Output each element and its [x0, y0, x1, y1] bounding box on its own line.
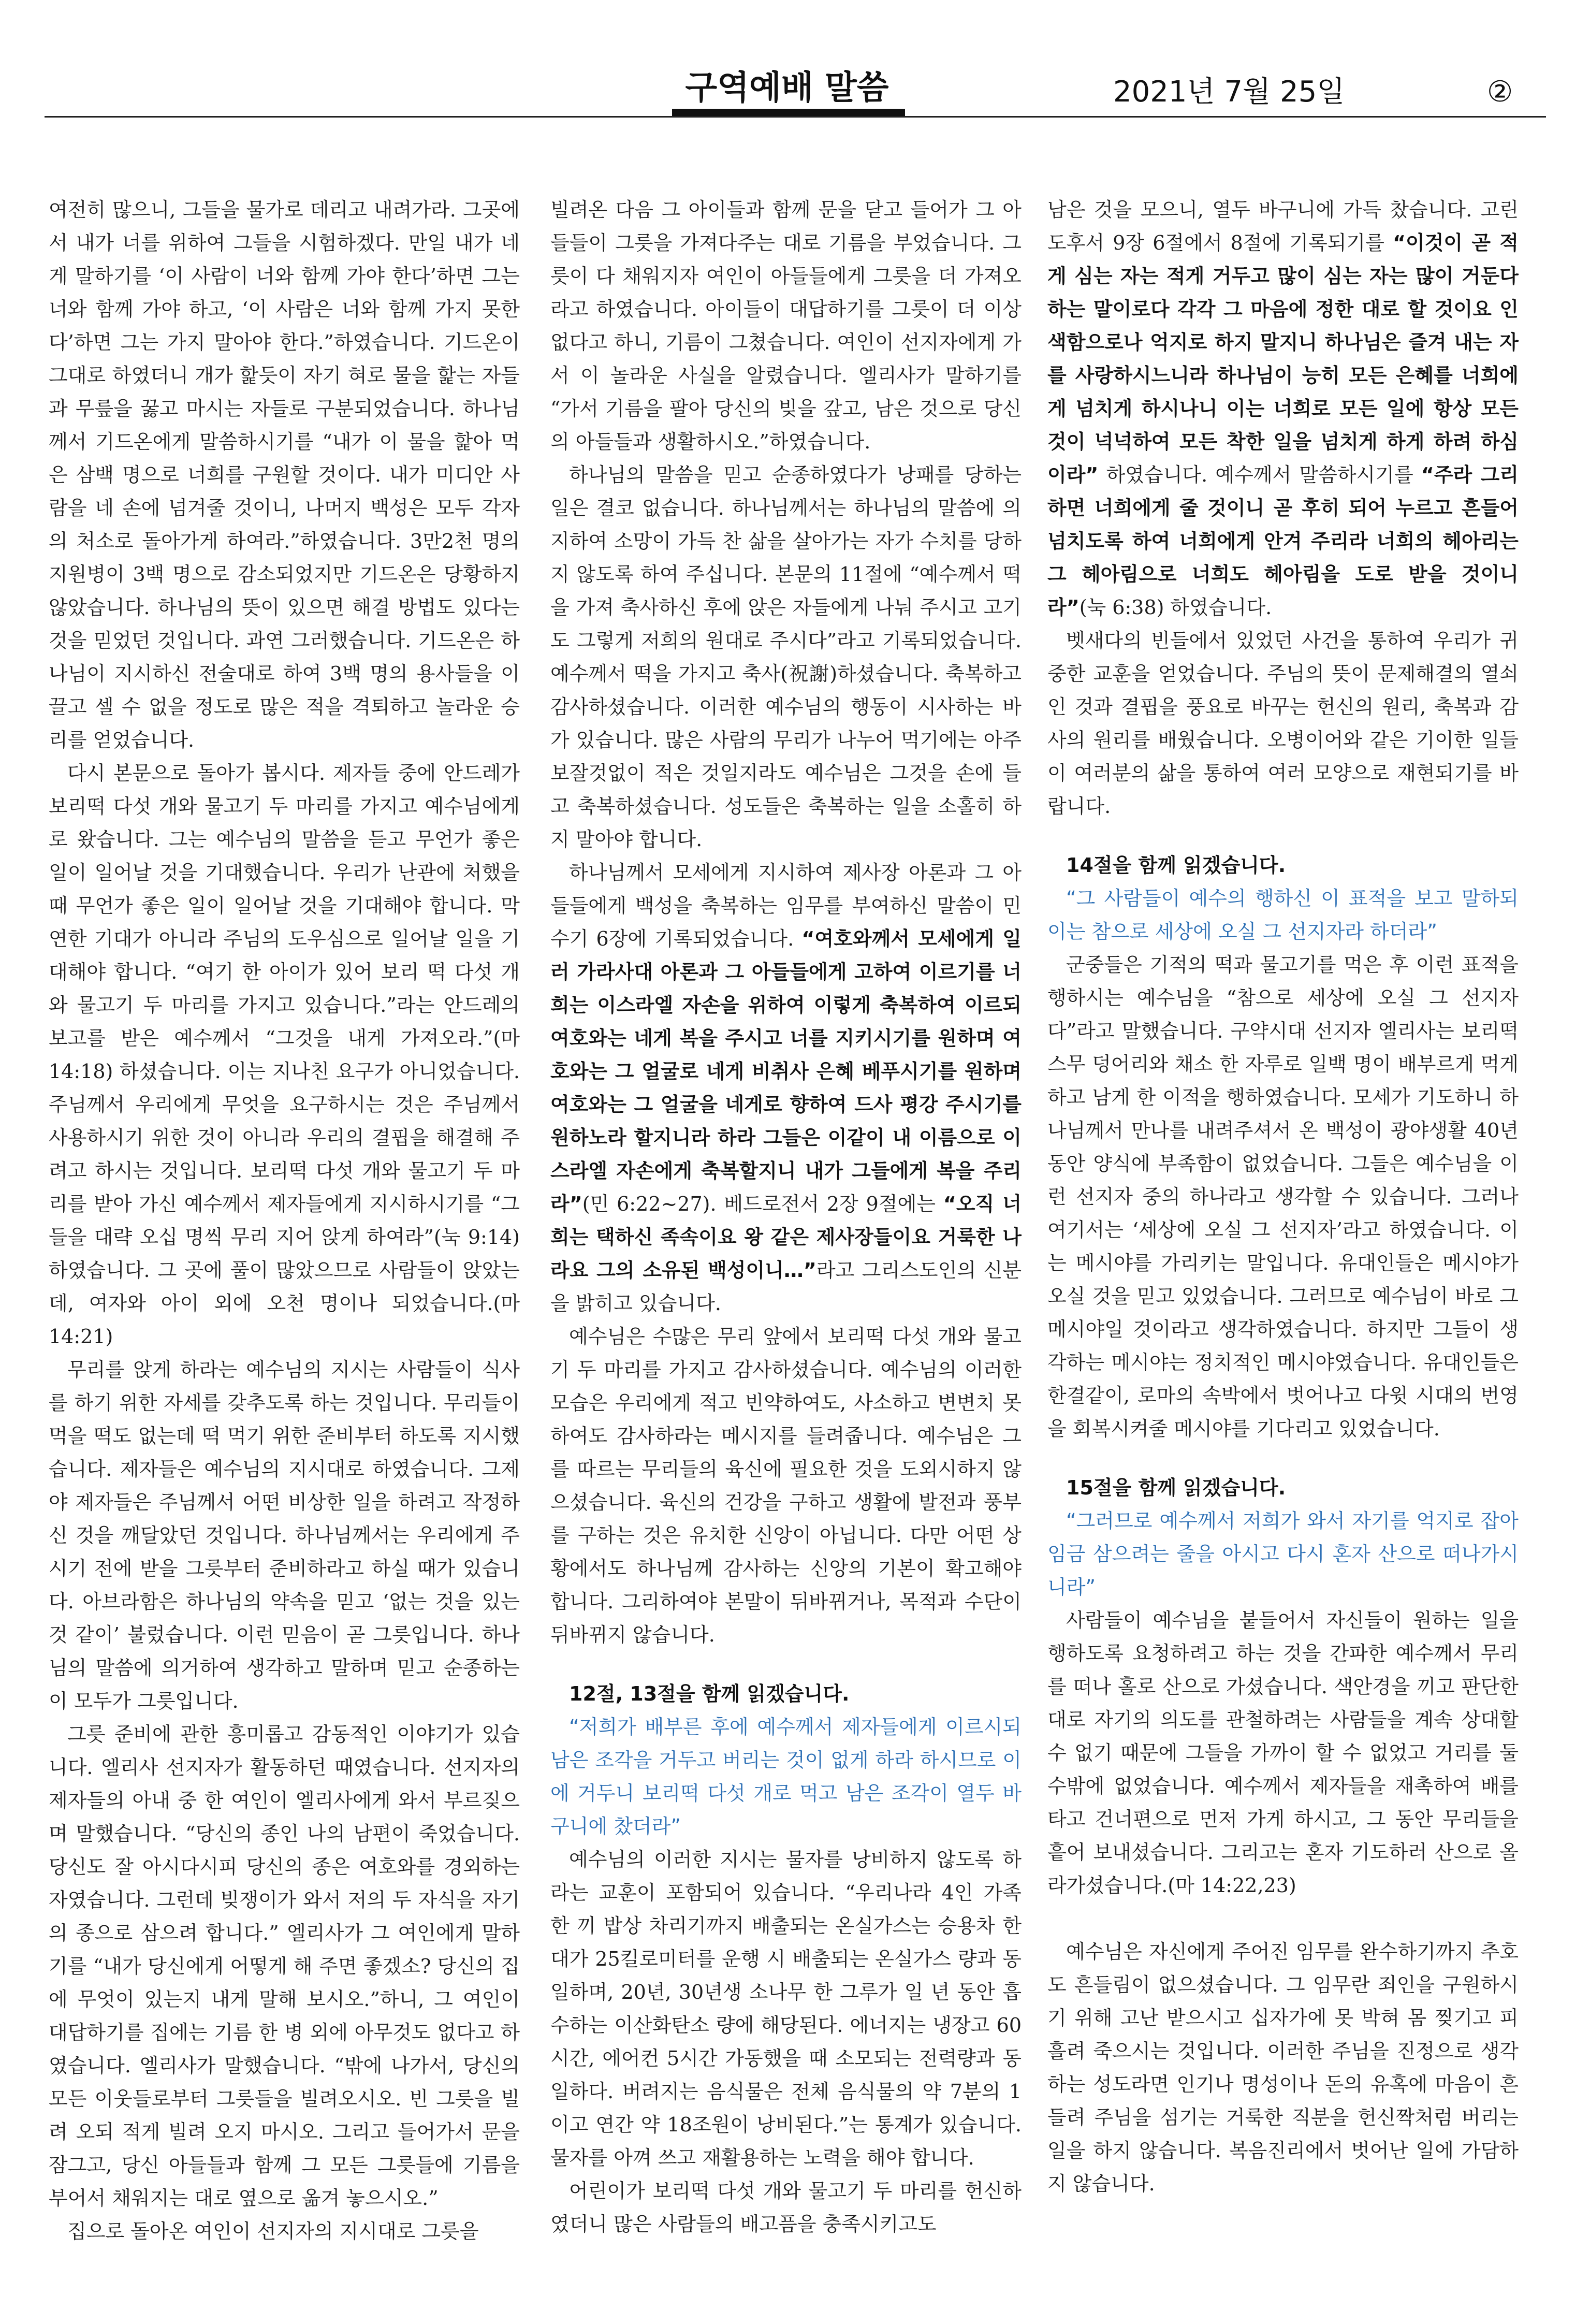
body-paragraph: 다시 본문으로 돌아가 봅시다. 제자들 중에 안드레가 보리떡 다섯 개와 물고기 두 마리를 가지고 예수님에게로 왔습니다. 그는 예수님의 말씀을 듣고 무언가 좋은 일이 일어날 것을 기대했습니다. 우리가 난관에 처했을 때 무언가 좋은 일이 일어날 것을 기대해야 합니다. 막연한 기대가 아니라 주님의 도우심으로 일어날 일을 기대해야 합니다. “여기 한 아이가 있어 보리 떡 다섯 개와 물고기 두 마리를 가지고 있습니다.”라는 안드레의 보고를 받은 예수께서 “그것을 내게 가져오라.”(마 14:18) 하셨습니다. 이는 지나친 요구가 아니었습니다. 주님께서 우리에게 무엇을 요구하시는 것은 주님께서 사용하시기 위한 것이 아니라 우리의 결핍을 해결해 주려고 하시는 것입니다. 보리떡 다섯 개와 물고기 두 마리를 받아 가신 예수께서 제자들에게 지시하시기를 “그들을 대략 오십 명씩 무리 지어 앉게 하여라”(눅 9:14) 하였습니다. 그 곳에 풀이 많았으므로 사람들이 앉았는데, 여자와 아이 외에 오천 명이나 되었습니다.(마 14:21): [49, 762, 520, 1348]
scripture-quote: “그 사람들이 예수의 행하신 이 표적을 보고 말하되 이는 참으로 세상에 오실 그 선지자라 하더라”: [1047, 887, 1519, 943]
page-header: [0, 0, 1590, 124]
body-paragraph: 어린이가 보리떡 다섯 개와 물고기 두 마리를 헌신하였더니 많은 사람들의 배고픔을 충족시키고도: [550, 2180, 1022, 2235]
body-text: (민 6:22~27). 베드로전서 2장 9절에는: [582, 1193, 943, 1215]
section-heading: 14절을 함께 읽겠습니다.: [1066, 854, 1286, 877]
bold-scripture-text: “주라 그리하면 너희에게 줄 것이니 곧 후히 되어 누르고 흔들어 넘치도록 하여 너희에게 안겨 주리라 너희의 헤아리는 그 헤아림으로 너희도 헤아림을 도로 받을 것이니라”: [1047, 463, 1519, 619]
body-text: 남은 것을 모으니, 열두 바구니에 가득 찼습니다. 고린도후서 9장 6절에서 8절에 기록되기를: [1047, 198, 1519, 254]
text-column-2: [550, 193, 1022, 2241]
body-paragraph: [1047, 193, 1519, 624]
body-paragraph: [550, 856, 1022, 1320]
section-title: 구역예배 말씀: [685, 69, 889, 107]
body-paragraph: 여전히 많으니, 그들을 물가로 데리고 내려가라. 그곳에서 내가 너를 위하여 그들을 시험하겠다. 만일 내가 네게 말하기를 ‘이 사람이 너와 함께 가야 한다’하면 그는 너와 함께 가야 하고, ‘이 사람은 너와 함께 가지 못한다’하면 그는 가지 말아야 한다.”하였습니다. 기드온이 그대로 하였더니 개가 핥듯이 자기 혀로 물을 핥는 자들과 무릎을 꿇고 마시는 자들로 구분되었습니다. 하나님께서 기드온에게 말씀하시기를 “내가 이 물을 핥아 먹은 삼백 명으로 너희를 구원할 것이다. 내가 미디안 사람을 네 손에 넘겨줄 것이니, 나머지 백성은 모두 각자의 처소로 돌아가게 하여라.”하였습니다. 3만2천 명의 지원병이 3백 명으로 감소되었지만 기드온은 당황하지 않았습니다. 하나님의 뜻이 있으면 해결 방법도 있다는 것을 믿었던 것입니다. 과연 그러했습니다. 기드온은 하나님이 지시하신 전술대로 하여 3백 명의 용사들을 이끌고 셀 수 없을 정도로 많은 적을 격퇴하고 놀라운 승리를 얻었습니다.: [49, 198, 520, 751]
section-heading: 15절을 함께 읽겠습니다.: [1066, 1476, 1286, 1499]
body-paragraph: 그릇 준비에 관한 흥미롭고 감동적인 이야기가 있습니다. 엘리사 선지자가 활동하던 때였습니다. 선지자의 제자들의 아내 중 한 여인이 엘리사에게 와서 부르짖으며 말했습니다. “당신의 종인 나의 남편이 죽었습니다. 당신도 잘 아시다시피 당신의 종은 여호와를 경외하는 자였습니다. 그런데 빚쟁이가 와서 저의 두 자식을 자기의 종으로 삼으려 합니다.” 엘리사가 그 여인에게 말하기를 “내가 당신에게 어떻게 해 주면 좋겠소? 당신의 집에 무엇이 있는지 내게 말해 보시오.”하니, 그 여인이 대답하기를 집에는 기름 한 병 외에 아무것도 없다고 하였습니다. 엘리사가 말했습니다. “밖에 나가서, 당신의 모든 이웃들로부터 그릇들을 빌려오시오. 빈 그릇을 빌려 오되 적게 빌려 오지 마시오. 그리고 들어가서 문을 잠그고, 당신 아들들과 함께 그 모든 그릇들에 기름을 부어서 채워지는 대로 옆으로 옮겨 놓으시오.”: [49, 1723, 520, 2210]
section-heading: 12절, 13절을 함께 읽겠습니다.: [569, 1682, 850, 1705]
body-text: (눅 6:38) 하였습니다.: [1079, 596, 1272, 619]
body-paragraph: 군중들은 기적의 떡과 물고기를 먹은 후 이런 표적을 행하시는 예수님을 “참으로 세상에 오실 그 선지자다”라고 말했습니다. 구약시대 선지자 엘리사는 보리떡 스무 덩어리와 채소 한 자루로 일백 명이 배부르게 먹게 하고 남게 한 이적을 행하였습니다. 모세가 기도하니 하나님께서 만나를 내려주셔서 온 백성이 광야생활 40년 동안 양식에 부족함이 없었습니다. 그들은 예수님을 이런 선지자 중의 하나라고 생각할 수 있습니다. 그러나 여기서는 ‘세상에 오실 그 선지자’라고 하였습니다. 이는 메시야를 가리키는 말입니다. 유대인들은 메시야가 오실 것을 믿고 있었습니다. 그러므로 예수님이 바로 그 메시야일 것이라고 생각하였습니다. 하지만 그들이 생각하는 메시야는 정치적인 메시야였습니다. 유대인들은 한결같이, 로마의 속박에서 벗어나고 다윗 시대의 번영을 회복시켜줄 메시야를 기다리고 있었습니다.: [1047, 953, 1519, 1440]
body-paragraph: 벳새다의 빈들에서 있었던 사건을 통하여 우리가 귀중한 교훈을 얻었습니다. 주님의 뜻이 문제해결의 열쇠인 것과 결핍을 풍요로 바꾸는 헌신의 원리, 축복과 감사의 원리를 배웠습니다. 오병이어와 같은 기이한 일들이 여러분의 삶을 통하여 여러 모양으로 재현되기를 바랍니다.: [1047, 629, 1519, 818]
scripture-quote: “저희가 배부른 후에 예수께서 제자들에게 이르시되 남은 조각을 거두고 버리는 것이 없게 하라 하시므로 이에 거두니 보리떡 다섯 개로 먹고 남은 조각이 열두 바구니에 찼더라”: [550, 1716, 1022, 1838]
body-paragraph: 하나님의 말씀을 믿고 순종하였다가 낭패를 당하는 일은 결코 없습니다. 하나님께서는 하나님의 말씀에 의지하여 소망이 가득 찬 삶을 살아가는 자가 수치를 당하지 않도록 하여 주십니다. 본문의 11절에 “예수께서 떡을 가져 축사하신 후에 앉은 자들에게 나눠 주시고 고기도 그렇게 저희의 원대로 주시다”라고 기록되었습니다. 예수께서 떡을 가지고 축사(祝謝)하셨습니다. 축복하고 감사하셨습니다. 이러한 예수님의 행동이 시사하는 바가 있습니다. 많은 사람의 무리가 나누어 먹기에는 아주 보잘것없이 적은 것일지라도 예수님은 그것을 손에 들고 축복하셨습니다. 성도들은 축복하는 일을 소홀히 하지 말아야 합니다.: [550, 463, 1022, 851]
body-paragraph: 예수님의 이러한 지시는 물자를 낭비하지 않도록 하라는 교훈이 포함되어 있습니다. “우리나라 4인 가족 한 끼 밥상 차리기까지 배출되는 온실가스는 승용차 한대가 25킬로미터를 운행 시 배출되는 온실가스 량과 동일하며, 20년, 30년생 소나무 한 그루가 일 년 동안 흡수하는 이산화탄소 량에 해당된다. 에너지는 냉장고 60시간, 에어컨 5시간 가동했을 때 소모되는 전력량과 동일하다. 버려지는 음식물은 전체 음식물의 약 7분의 1이고 연간 약 18조원이 낭비된다.”는 통계가 있습니다. 물자를 아껴 쓰고 재활용하는 노력을 해야 합니다.: [550, 1848, 1022, 2169]
text-column-1: [49, 193, 520, 2248]
body-text: 하나님께서 모세에게 지시하여 제사장 아론과 그 아들들에게 백성을 축복하는 임무를 부여하신 말씀이 민수기 6장에 기록되었습니다.: [550, 861, 1022, 950]
body-paragraph: 무리를 앉게 하라는 예수님의 지시는 사람들이 식사를 하기 위한 자세를 갖추도록 하는 것입니다. 무리들이 먹을 떡도 없는데 떡 먹기 위한 준비부터 하도록 지시했습니다. 제자들은 예수님의 지시대로 하였습니다. 그제야 제자들은 주님께서 어떤 비상한 일을 하려고 작정하신 것을 깨달았던 것입니다. 하나님께서는 우리에게 주시기 전에 받을 그릇부터 준비하라고 하실 때가 있습니다. 아브라함은 하나님의 약속을 믿고 ‘없는 것을 있는 것 같이’ 불렀습니다. 이런 믿음이 곧 그릇입니다. 하나님의 말씀에 의거하여 생각하고 말하며 믿고 순종하는 이 모두가 그릇입니다.: [49, 1358, 520, 1712]
issue-date: 2021년 7월 25일: [1113, 75, 1345, 109]
body-paragraph: 집으로 돌아온 여인이 선지자의 지시대로 그릇을: [67, 2220, 479, 2243]
body-paragraph: 빌려온 다음 그 아이들과 함께 문을 닫고 들어가 그 아들들이 그릇을 가져다주는 대로 기름을 부었습니다. 그릇이 다 채워지자 여인이 아들들에게 그릇을 더 가져오라고 하였습니다. 아이들이 대답하기를 그릇이 더 이상 없다고 하니, 기름이 그쳤습니다. 여인이 선지자에게 가서 이 놀라운 사실을 알렸습니다. 엘리사가 말하기를 “가서 기름을 팔아 당신의 빚을 갚고, 남은 것으로 당신의 아들들과 생활하시오.”하였습니다.: [550, 198, 1022, 453]
body-text: 하였습니다. 예수께서 말씀하시기를: [1098, 463, 1421, 486]
scripture-quote: “그러므로 예수께서 저희가 와서 자기를 억지로 잡아 임금 삼으려는 줄을 아시고 다시 혼자 산으로 떠나가시니라”: [1047, 1509, 1519, 1599]
bold-scripture-text: “이것이 곧 적게 심는 자는 적게 거두고 많이 심는 자는 많이 거둔다 하는 말이로다 각각 그 마음에 정한 대로 할 것이요 인색함으로나 억지로 하지 말지니 하나님은 즐겨 내는 자를 사랑하시느니라 하나님이 능히 모든 은혜를 너희에게 넘치게 하시나니 이는 너희로 모든 일에 항상 모든 것이 넉넉하여 모든 착한 일을 넘치게 하게 하려 하심이라”: [1047, 231, 1519, 486]
page-number: ②: [1487, 75, 1513, 109]
body-paragraph: 사람들이 예수님을 붙들어서 자신들이 원하는 일을 행하도록 요청하려고 하는 것을 간파한 예수께서 무리를 떠나 홀로 산으로 가셨습니다. 색안경을 끼고 판단한 대로 자기의 의도를 관철하려는 사람들을 계속 상대할 수 없기 때문에 그들을 가까이 할 수 없었고 거리를 둘 수밖에 없었습니다. 예수께서 제자들을 재촉하여 배를 타고 건너편으로 먼저 가게 하시고, 그 동안 무리들을 흩어 보내셨습니다. 그리고는 혼자 기도하러 산으로 올라가셨습니다.(마 14:22,23): [1047, 1609, 1519, 1897]
header-rule: [45, 116, 1546, 118]
body-text: 라고 그리스도인의 신분을 밝히고 있습니다.: [550, 1259, 1022, 1315]
bold-scripture-text: “오직 너희는 택하신 족속이요 왕 같은 제사장들이요 거룩한 나라요 그의 소유된 백성이니…”: [550, 1193, 1022, 1282]
body-paragraph: 예수님은 자신에게 주어진 임무를 완수하기까지 추호도 흔들림이 없으셨습니다. 그 임무란 죄인을 구원하시기 위해 고난 받으시고 십자가에 못 박혀 몸 찢기고 피 흘려 죽으시는 것입니다. 이러한 주님을 진정으로 생각하는 성도라면 인기나 명성이나 돈의 유혹에 마음이 흔들려 주님을 섬기는 거룩한 직분을 헌신짝처럼 버리는 일을 하지 않습니다. 복음진리에서 벗어난 일에 가담하지 않습니다.: [1047, 1940, 1519, 2195]
text-column-3: [1047, 193, 1519, 2200]
bold-scripture-text: “여호와께서 모세에게 일러 가라사대 아론과 그 아들들에게 고하여 이르기를 너희는 이스라엘 자손을 위하여 이렇게 축복하여 이르되 여호와는 네게 복을 주시고 너를 지키시기를 원하며 여호와는 그 얼굴로 네게 비취사 은혜 베푸시기를 원하며 여호와는 그 얼굴을 네게로 향하여 드사 평강 주시기를 원하노라 할지니라 하라 그들은 이같이 내 이름으로 이스라엘 자손에게 축복할지니 내가 그들에게 복을 주리라”: [550, 927, 1022, 1215]
body-paragraph: 예수님은 수많은 무리 앞에서 보리떡 다섯 개와 물고기 두 마리를 가지고 감사하셨습니다. 예수님의 이러한 모습은 우리에게 적고 빈약하여도, 사소하고 변변치 못하여도 감사하라는 메시지를 들려줍니다. 예수님은 그를 따르는 무리들의 육신에 필요한 것을 도외시하지 않으셨습니다. 육신의 건강을 구하고 생활에 발전과 풍부를 구하는 것은 유치한 신앙이 아닙니다. 다만 어떤 상황에서도 하나님께 감사하는 신앙의 기본이 확고해야 합니다. 그리하여야 본말이 뒤바뀌거나, 목적과 수단이 뒤바뀌지 않습니다.: [550, 1325, 1022, 1646]
